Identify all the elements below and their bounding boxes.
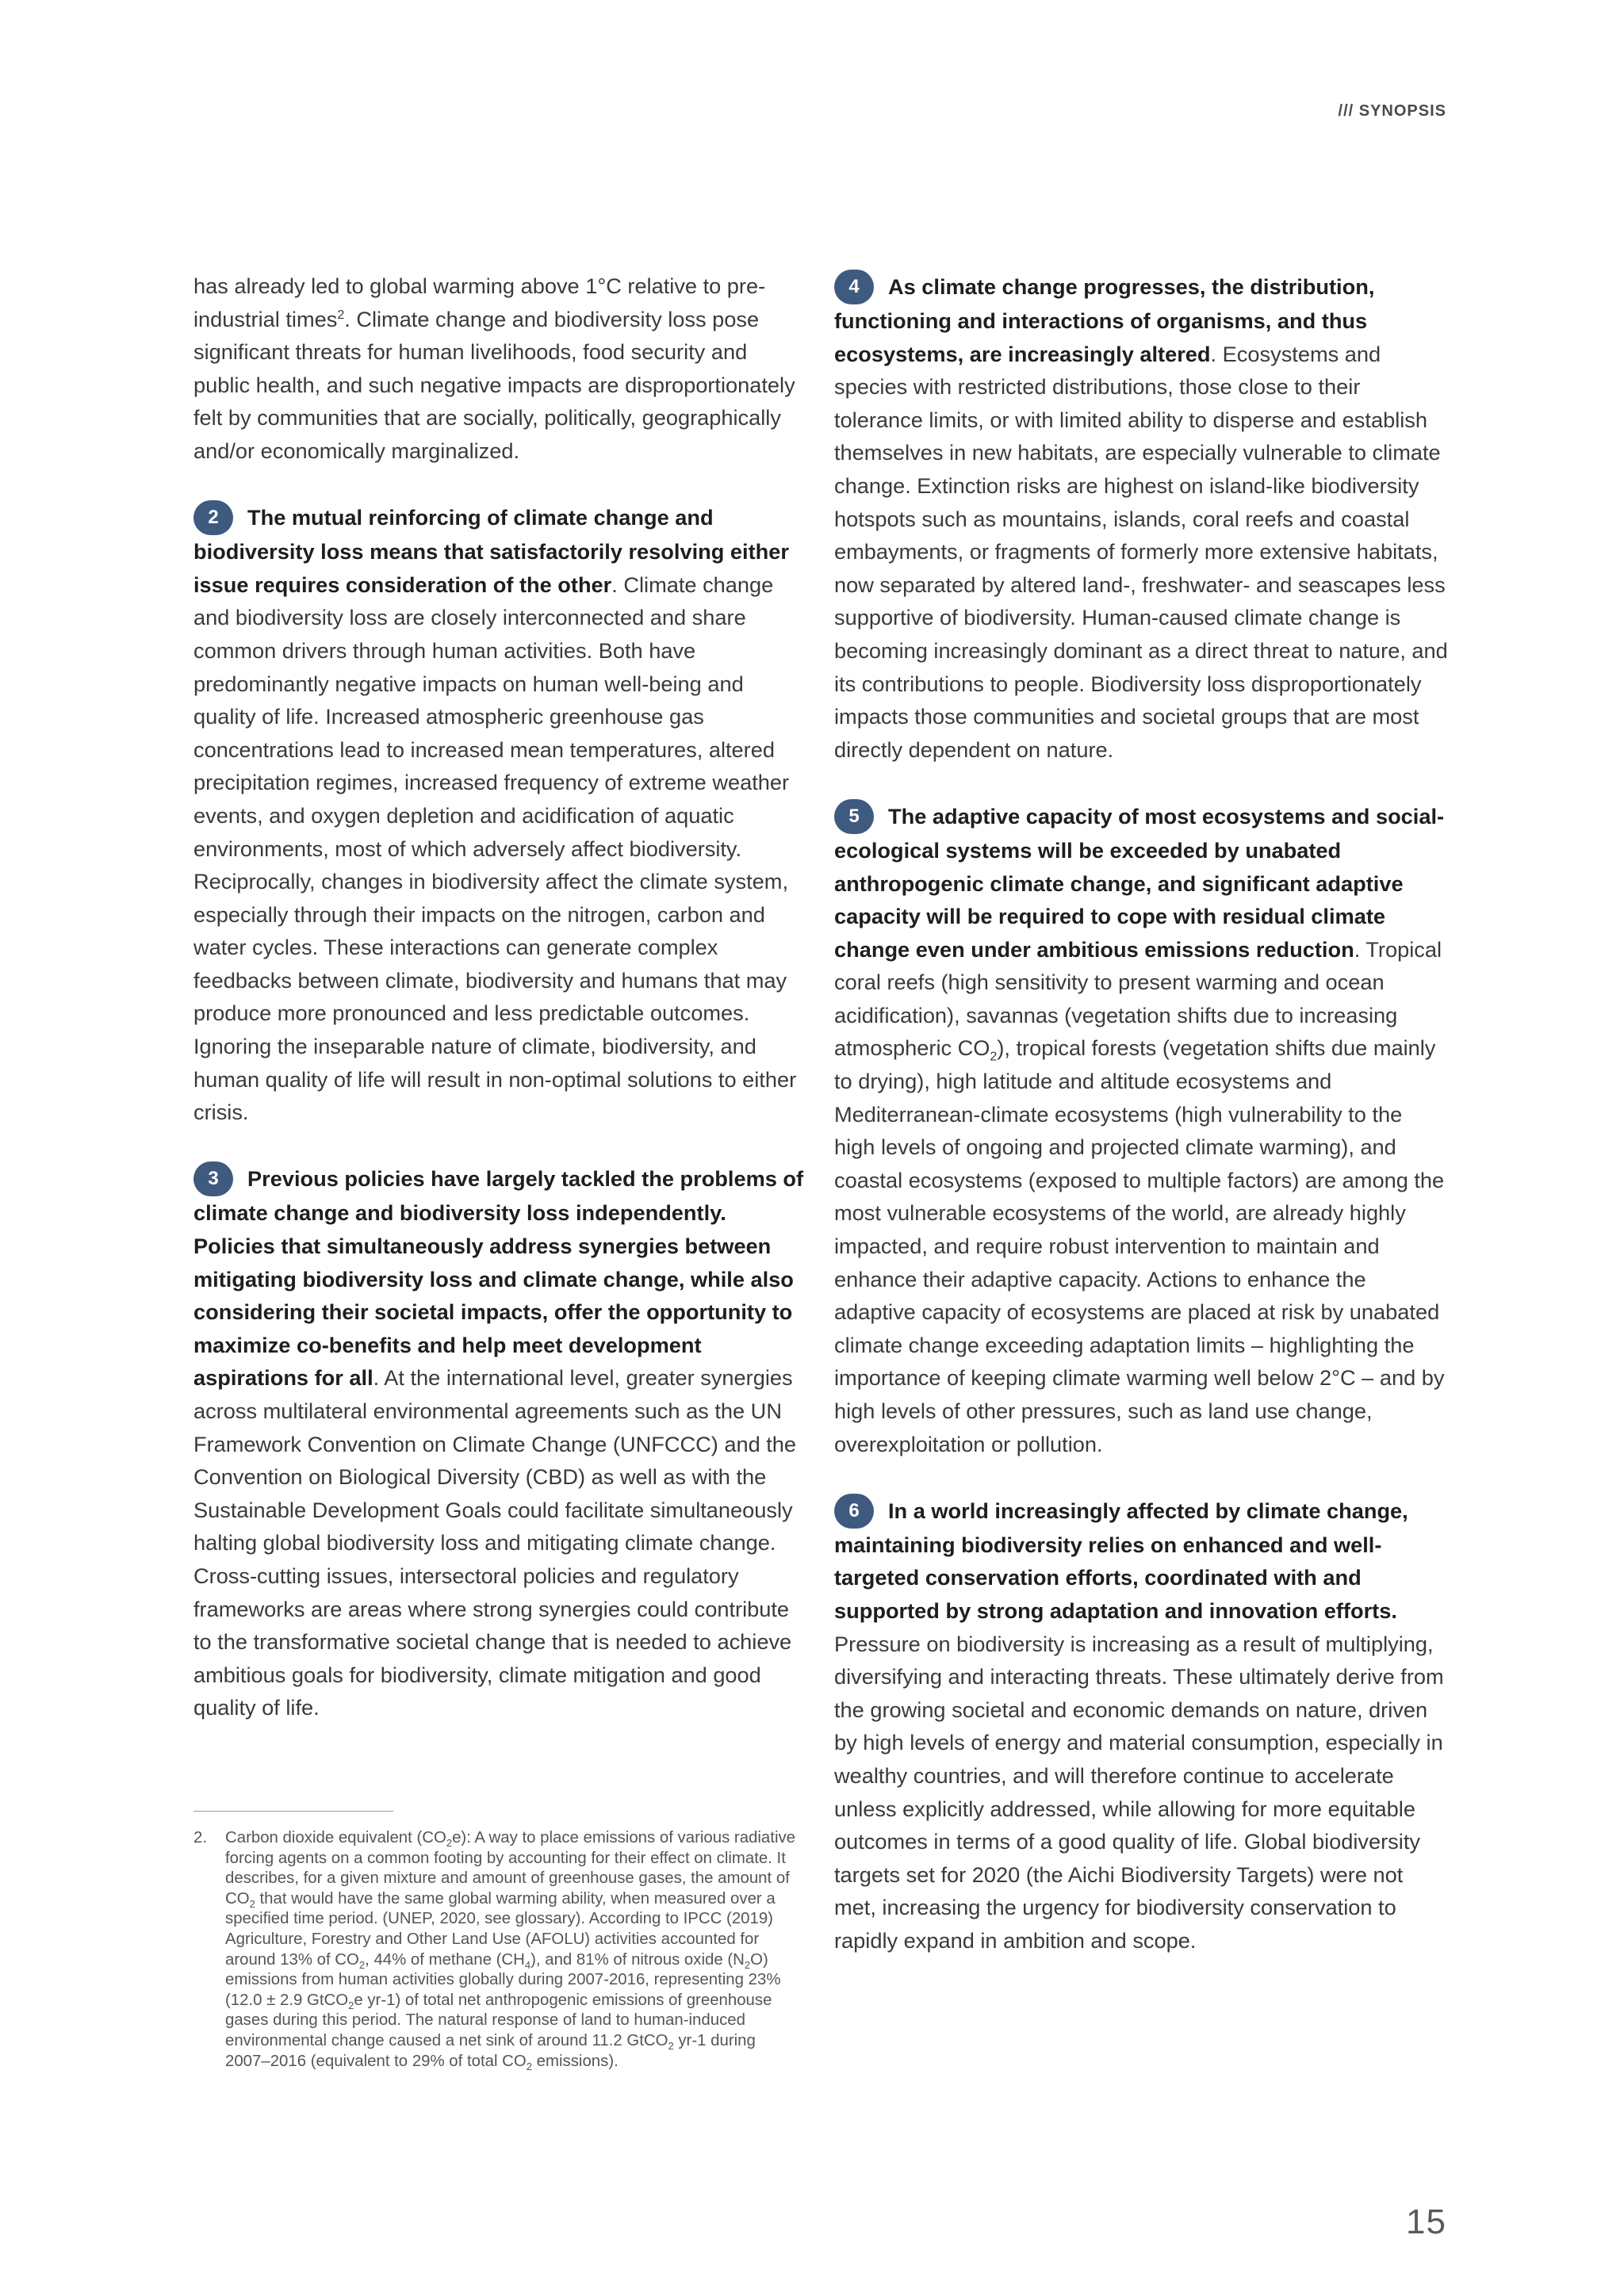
footnote-text: Carbon dioxide equivalent $(CO_2e)$: A way to place emissions of various radiative forcing agents on a common footing by accounting for their effect on climate. It describes, for a given mixture and amount of greenhouse gases, the amount of $CO_2$ that would have the same global warming ability, when measured over a specified time period. (UNEP, 2020, see glossary). According to IPCC (2019) Agriculture, Forestry and Other Land Use (AFOLU) activities accounted for around 13% of $CO_2$, 44% of methane $(CH_4)$, and 81% of nitrous oxide $(N_2O)$ emissions from human activities globally during 2007-2016, representing 23% (12.0 ± 2.9 GtCO$_2$e yr-1) of total net anthropogenic emissions of greenhouse gases during this period. The natural response of land to human-induced environmental change caused a net sink of around 11.2 GtCO$_2$ yr-1 during 2007–2016 (equivalent to 29% of total $CO_2$ emissions). bbox=[225, 1829, 796, 2072]
point-headline: As climate change progresses, the distribution, functioning and interactions of organisms, and thus ecosystems, are increasingly altered bbox=[834, 274, 1375, 366]
point-headline: The adaptive capacity of most ecosystems and social-ecological systems will be exceeded by unabated anthropogenic climate change, and significant adaptive capacity will be required to cope with residual climate change even under ambitious emissions reduction bbox=[834, 803, 1445, 962]
subscript-2: 2 bbox=[990, 1050, 998, 1064]
point-number-badge: 2 bbox=[193, 500, 233, 535]
point-body: . Ecosystems and species with restricted distributions, those close to their tolerance limits, or with limited ability to disperse and establish themselves in new habitats, are especially vulnerable to climate change. Extinction risks are highest on island-like biodiversity hotspots such as mountains, islands, coral reefs and coastal embayments, or fragments of formerly more extensive habitats, now separated by altered land-, freshwater- and seascapes less supportive of biodiversity. Human-caused climate change is becoming increasingly dominant as a direct threat to nature, and its contributions to people. Biodiversity loss disproportionately impacts those communities and societal groups that are most directly dependent on nature. bbox=[834, 341, 1448, 762]
section-label: /// SYNOPSIS bbox=[1338, 102, 1446, 120]
synopsis-point-5 bbox=[834, 799, 1449, 1460]
footnote-2 bbox=[193, 1828, 804, 2072]
left-column bbox=[193, 270, 804, 1758]
synopsis-point-3 bbox=[193, 1161, 804, 1724]
synopsis-point-2 bbox=[193, 500, 804, 1129]
point-body: . At the international level, greater synergies across multilateral environmental agreements such as the UN Framework Convention on Climate Change (UNFCCC) and the Convention on Biological Diversity (CBD) as well as with the Sustainable Development Goals could facilitate simultaneously halting global biodiversity loss and mitigating climate change. Cross-cutting issues, intersectoral policies and regulatory frameworks are areas where strong synergies could contribute to the transformative societal change that is needed to achieve ambitious goals for biodiversity, climate mitigation and good quality of life. bbox=[193, 1365, 797, 1720]
point-headline: The mutual reinforcing of climate change and biodiversity loss means that satisfactorily resolving either issue requires consideration of the other bbox=[193, 505, 789, 597]
point-headline: Previous policies have largely tackled the problems of climate change and biodiversity loss independently. Policies that simultaneously address synergies between mitigating biodiversity loss and climate change, while also considering their societal impacts, offer the opportunity to maximize co-benefits and help meet development aspirations for all bbox=[193, 1166, 804, 1391]
point-body: Pressure on biodiversity is increasing as a result of multiplying, diversifying and interacting threats. These ultimately derive from the growing societal and economic demands on nature, driven by high levels of energy and material consumption, especially in wealthy countries, and will therefore continue to accelerate unless explicitly addressed, while allowing for more equitable outcomes in terms of a good quality of life. Global biodiversity targets set for 2020 (the Aichi Biodiversity Targets) were not met, increasing the urgency for biodiversity conservation to rapidly expand in ambition and scope. bbox=[834, 1631, 1444, 1953]
intro-text-cont: . Climate change and biodiversity loss pose significant threats for human livelihoods, food security and public health, and such negative impacts are disproportionately felt by communities that are socially, politically, geographically and/or economically marginalized. bbox=[193, 306, 795, 463]
synopsis-point-4 bbox=[834, 270, 1449, 766]
page-number: 15 bbox=[1406, 2202, 1446, 2241]
point-number-badge: 6 bbox=[834, 1494, 874, 1529]
synopsis-point-6 bbox=[834, 1494, 1449, 1957]
point-body: . Tropical coral reefs (high sensitivity to present warming and ocean acidification), savannas (vegetation shifts due to increasing atmospheric CO bbox=[834, 936, 1442, 1061]
intro-text: has already led to global warming above 1°C relative to pre-industrial times bbox=[193, 274, 766, 331]
point-number-badge: 4 bbox=[834, 270, 874, 304]
point-body-cont: ), tropical forests (vegetation shifts due mainly to drying), high latitude and altitude ecosystems and Mediterranean-climate ecosystems (high vulnerability to the high levels of ongoing and projected climate warming), and coastal ecosystems (exposed to multiple factors) are among the most vulnerable ecosystems of the world, are already highly impacted, and require robust intervention to maintain and enhance their adaptive capacity. Actions to enhance the adaptive capacity of ecosystems are placed at risk by unabated climate change exceeding adaptation limits – highlighting the importance of keeping climate warming well below 2°C – and by high levels of other pressures, such as land use change, overexploitation or pollution. bbox=[834, 1035, 1445, 1456]
point-number-badge: 3 bbox=[193, 1161, 233, 1196]
point-body: . Climate change and biodiversity loss are closely interconnected and share common drivers through human activities. Both have predominantly negative impacts on human well-being and quality of life. Increased atmospheric greenhouse gas concentrations lead to increased mean temperatures, altered precipitation regimes, increased frequency of extreme weather events, and oxygen depletion and acidification of aquatic environments, most of which adversely affect biodiversity. Reciprocally, changes in biodiversity affect the climate system, especially through their impacts on the nitrogen, carbon and water cycles. These interactions can generate complex feedbacks between climate, biodiversity and humans that may produce more pronounced and less predictable outcomes. Ignoring the inseparable nature of climate, biodiversity, and human quality of life will result in non-optimal solutions to either crisis. bbox=[193, 572, 797, 1125]
point-headline: In a world increasingly affected by climate change, maintaining biodiversity relies on enhanced and well-targeted conservation efforts, coordinated with and supported by strong adaptation and innovation efforts. bbox=[834, 1498, 1408, 1623]
footnote-number: 2. bbox=[193, 1829, 208, 1846]
intro-paragraph bbox=[193, 270, 804, 468]
right-column bbox=[834, 270, 1449, 1990]
footnote-ref-2: 2 bbox=[337, 308, 345, 322]
point-number-badge: 5 bbox=[834, 799, 874, 834]
footnote-divider bbox=[193, 1811, 393, 1812]
